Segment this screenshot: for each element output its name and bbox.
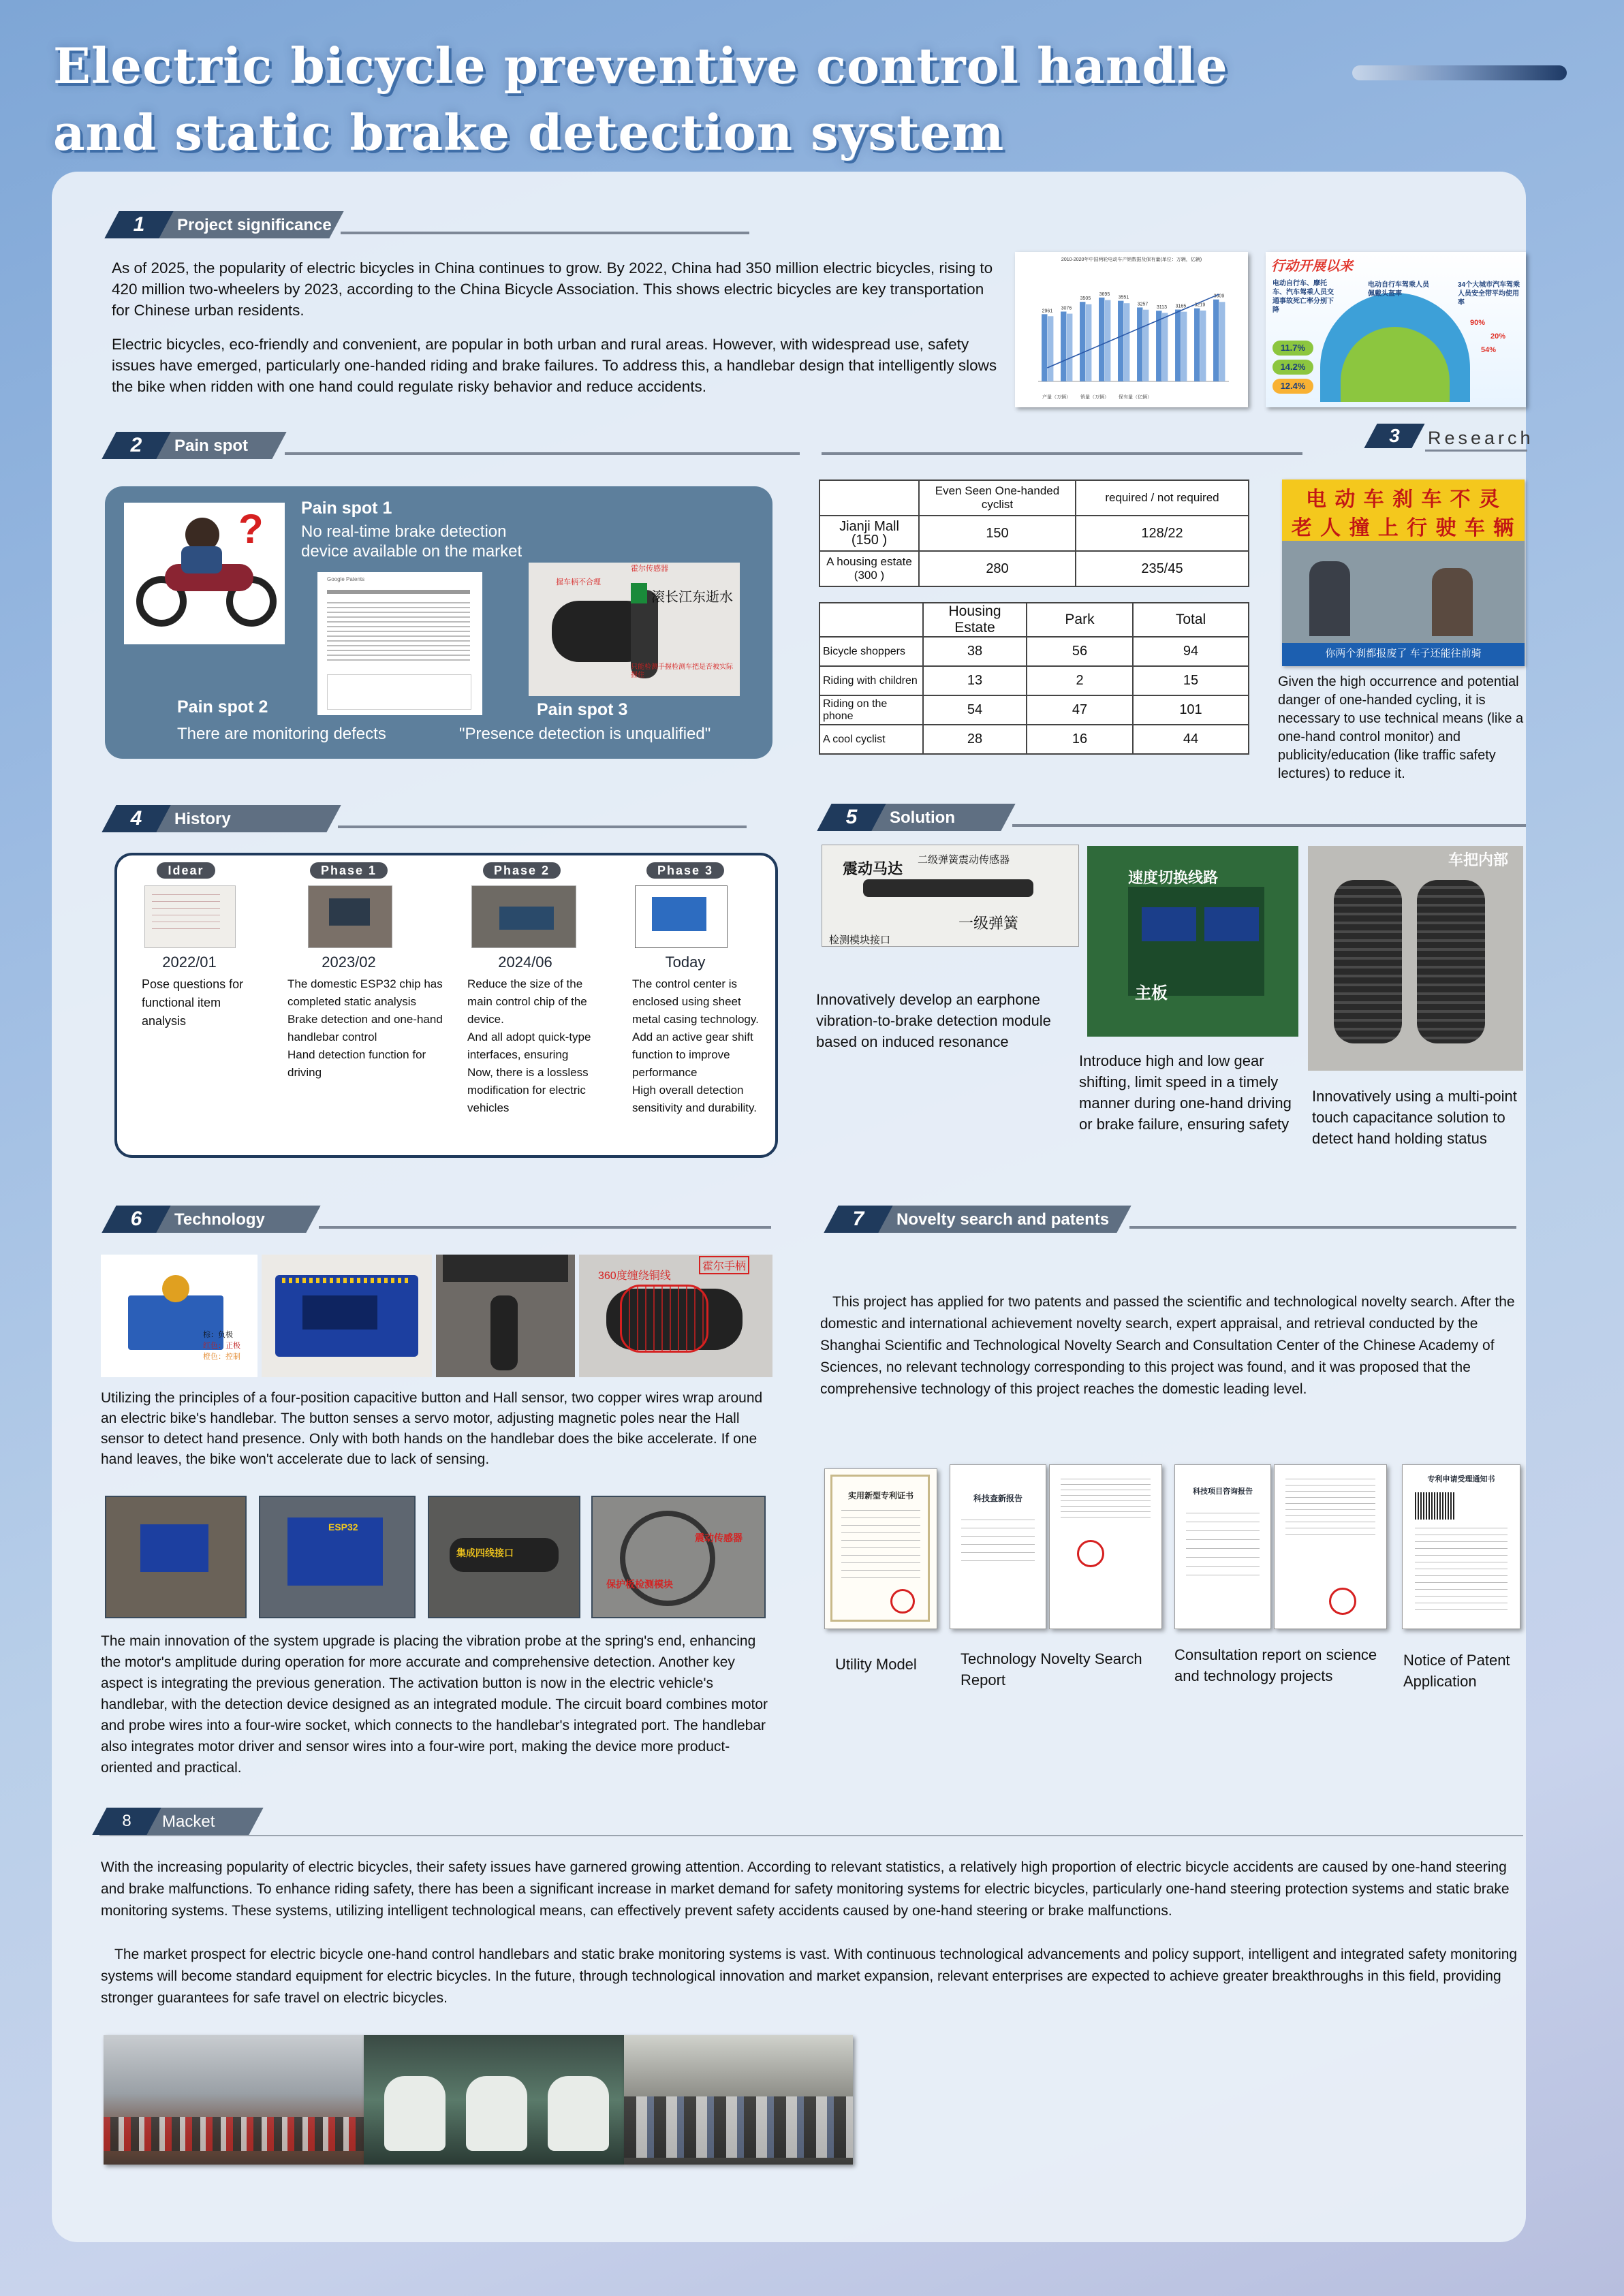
production-bar <box>1175 310 1181 382</box>
history-stage-phase3: Phase 3 Today The control center is enclosed using sheet metal casing technology. Add an active gear shift function to improve performance High overall detection sensitivity and durability. <box>632 864 759 1114</box>
market-photo-scooters <box>364 2035 624 2165</box>
section-header-3: 3 Research <box>822 424 1526 451</box>
history-stage-phase1: Phase 1 2023/02 The domestic ESP32 chip has completed static analysis Brake detection and one-hand handlebar control Hand detection function for driving <box>287 864 443 1079</box>
sales-bar <box>1181 312 1187 381</box>
patent-application-notice: 专利申请受理通知书 <box>1402 1464 1520 1629</box>
research-table-riding-behavior: Housing Estate Park Total Bicycle shoppers 38 56 94 Riding with children 13 2 15 Riding on the phone 54 47 101 A cool cyclist 28 16 44 <box>819 602 1249 755</box>
technology-p1: Utilizing the principles of a four-position capacitive button and Hall sensor, two copper wires wrap around an electric bike's handlebar. The button senses a servo motor, adjusting magnetic poles near the Hall sensor to detect hand presence. Only with both hands on the handlebar does the bike accelerate. If one hand leaves, the bike won't accelerate due to lack of sensing. <box>101 1390 763 1467</box>
sales-bar <box>1086 304 1091 381</box>
bar-value-label: 3113 <box>1156 305 1167 311</box>
doc-caption-utility-model: Utility Model <box>835 1656 917 1673</box>
sales-bar <box>1067 314 1072 381</box>
section-title-5: Solution <box>890 808 955 827</box>
pain-spot-1-text: No real-time brake detection device available on the market <box>301 522 522 561</box>
bar-value-label: 2961 <box>1042 309 1053 314</box>
doc-caption-consultation-report: Consultation report on science and technology projects <box>1174 1646 1377 1684</box>
section-title-3: Research <box>1428 428 1534 448</box>
pain-spot-3-title: Pain spot 3 <box>537 700 628 719</box>
production-bar <box>1061 311 1066 381</box>
consultation-report-page <box>1274 1464 1387 1629</box>
market-photo-traffic <box>104 2035 364 2165</box>
production-bar <box>1080 302 1085 381</box>
prototype-photo-3: 集成四线接口 <box>428 1496 580 1618</box>
copper-wire-grip-photo: 360度缠绕铜线 霍尔手柄 <box>579 1255 772 1377</box>
consultation-report-cover: 科技项目咨询报告 <box>1174 1464 1271 1629</box>
section-header-4: 4 History <box>109 805 634 832</box>
pain-spot-2-title: Pain spot 2 <box>177 697 268 717</box>
section-header-2: 2 Pain spot <box>109 432 790 459</box>
cartoon-rider-image <box>124 503 285 644</box>
bar-value-label: 3609 <box>1213 294 1225 299</box>
bar-value-label: 3257 <box>1137 302 1149 307</box>
title-accent-bar <box>1352 65 1567 80</box>
section-header-8: 8 Macket <box>99 1808 1523 1835</box>
technology-p2: The main innovation of the system upgrade is placing the vibration probe at the spring's end, enhancing the motor's amplitude during operation for more accurate and comprehensive detection. Another key aspect is integrating the previous generation. The activation button is now in the electric vehicle's handlebar, with the detection device designed as an integrated module. The circuit board combines motor and probe wires into a four-wire socket, which connects to the handlebar's integrated port. The handlebar also integrates motor driver and sensor wires into a four-wire port, making the device more product-oriented and practical. <box>101 1633 768 1776</box>
research-table-survey: Even Seen One-handed cyclist required / not required Jianji Mall (150 ) 150 128/22 A housing estate (300 ) 280 235/45 <box>819 479 1249 587</box>
section-header-6: 6 Technology <box>109 1206 708 1233</box>
research-text: Given the high occurrence and potential danger of one-handed cycling, it is necessary to use technical means (like a one-hand control monitor) and publicity/education (like traffic safety lectures) to reduce it. <box>1278 674 1524 781</box>
bar-value-label: 3076 <box>1061 306 1072 311</box>
patent-document-image: Google Patents <box>317 572 482 715</box>
solution-caption-1: Innovatively develop an earphone vibration-to-brake detection module based on induced resonance <box>816 991 1051 1050</box>
doc-caption-novelty-report: Technology Novelty Search Report <box>961 1650 1142 1688</box>
market-photo-parking <box>624 2035 853 2165</box>
market-p2: The market prospect for electric bicycle one-hand control handlebars and static brake monitoring systems is vast. With continuous technological advancements and policy support, intelligent and integrated safety monitoring systems will become standard equipment for electric bicycles. In the future, through technological innovation and market expansion, relevant enterprises are expected to achieve greater breakthroughs in this field, providing stronger guarantees for safe travel on electric bicycles. <box>101 1947 1518 2006</box>
history-stage-idea: Idear 2022/01 Pose questions for functional item analysis <box>142 864 244 1028</box>
section-title-6: Technology <box>174 1210 265 1229</box>
solution-caption-2: Introduce high and low gear shifting, limit speed in a timely manner during one-hand driving or brake failure, ensuring safety <box>1079 1052 1292 1133</box>
novelty-text: This project has applied for two patents and passed the scientific and technological novelty search. After the domestic and international achievement novelty search, expert appraisal, and retrieval conducted by the Shanghai Scientific and Technological Novelty Search and Consultation Center of the Chinese Academy of Sciences, no relevant technology corresponding to this project was found, and it was proposed that the comprehensive technology of this project reaches the domestic leading level. <box>820 1294 1515 1397</box>
esp32-board-photo <box>262 1255 432 1377</box>
significance-p1: As of 2025, the popularity of electric bicycles in China continues to grow. By 2022, China had 350 million electric bicycles, rising to 420 million two-wheelers by 2023, according to the China Bicycle Association. This shows electric bicycles are key transportation for Chinese urban residents. <box>112 260 993 319</box>
pain-spot-3-text: "Presence detection is unqualified" <box>459 725 711 743</box>
bar-value-label: 3695 <box>1099 292 1110 297</box>
section-title-2: Pain spot <box>174 437 249 455</box>
section-header-5: 5 Solution <box>824 804 1526 831</box>
novelty-report-cover: 科技查新报告 <box>950 1464 1046 1629</box>
question-mark-icon: ? <box>238 506 264 552</box>
significance-p2: Electric bicycles, eco-friendly and convenient, are popular in both urban and rural areas. However, with widespread use, safety issues have emerged, particularly one-handed riding and brake failures. To address this, a handlebar design that intelligently slows the bike when ridden with one hand could regulate risky behavior and reduce accidents. <box>112 336 997 395</box>
poster-title: Electric bicycle preventive control handle and static brake detection system <box>53 37 1228 161</box>
bar-value-label: 3551 <box>1118 295 1129 300</box>
section-title-1: Project significance <box>177 216 332 234</box>
prototype-photo-4: 保护板检测模块 震动传感器 <box>591 1496 766 1618</box>
sales-bar <box>1143 310 1149 381</box>
production-bar <box>1042 314 1047 381</box>
news-photo: 电 动 车 刹 车 不 灵 老 人 撞 上 行 驶 车 辆 你两个刹都报废了 车子还能往前骑 <box>1282 479 1525 666</box>
solution-caption-3: Innovatively using a multi-point touch capacitance solution to detect hand holding status <box>1312 1088 1517 1147</box>
production-bar <box>1099 298 1104 381</box>
doc-caption-patent-notice: Notice of Patent Application <box>1403 1652 1510 1690</box>
production-bar <box>1118 301 1123 381</box>
prototype-photo-2: ESP32 <box>259 1496 416 1618</box>
section-title-4: History <box>174 810 231 828</box>
utility-model-certificate: 实用新型专利证书 <box>824 1468 937 1629</box>
market-p1: With the increasing popularity of electric bicycles, their safety issues have garnered growing attention. According to relevant statistics, a relatively high proportion of electric bicycle accidents are caused by one-hand steering and brake malfunctions. To enhance riding safety, there has been a significant increase in market demand for safety monitoring systems for electric bicycles, particularly one-hand steering protection systems and static brake monitoring systems. These systems, utilizing intelligent technological means, can effectively prevent safety accidents caused by one-hand steering or brake malfunctions. <box>101 1859 1510 1919</box>
bar-value-label: 3165 <box>1175 304 1187 309</box>
production-chart-image: 2010-2020年中国两轮电动车产销数据及保有量(单位：万辆，亿辆) 2961 3076 3505 3695 3551 3257 3113 3165 3219 3609 产量（万辆） 销量（万辆） 保有量（亿辆） <box>1015 252 1248 407</box>
section-header-7: 7 Novelty search and patents <box>831 1206 1526 1233</box>
gear-shift-board-photo: 速度切换线路 主板 <box>1087 846 1298 1037</box>
production-bar <box>1194 309 1200 381</box>
pain-spot-2-text: There are monitoring defects <box>177 725 386 743</box>
prototype-photo-1 <box>105 1496 247 1618</box>
history-stage-phase2: Phase 2 2024/06 Reduce the size of the main control chip of the device. And all adopt quick-type interfaces, ensuring Now, there is a lossless modification for electric vehicles <box>467 864 591 1114</box>
handlebar-wiring-photo <box>436 1255 575 1377</box>
sales-bar <box>1162 313 1168 381</box>
pain-spot-1-title: Pain spot 1 <box>301 499 392 518</box>
production-bar <box>1213 300 1219 381</box>
safety-infographic: 行动开展以来 电动自行车、摩托车、汽车驾乘人员交通事故死亡率分别下降 电动自行车驾乘人员佩戴头盔率 34个大城市汽车驾乘人员安全带平均使用率 11.7% 14.2% 12.4% 90% 20% 54% <box>1266 252 1526 407</box>
sales-bar <box>1124 303 1129 381</box>
vibration-module-photo: 震动马达 二级弹簧震动传感器 一级弹簧 检测模块接口 <box>822 845 1079 947</box>
production-bar <box>1137 307 1142 381</box>
bar-value-label: 3505 <box>1080 296 1091 302</box>
handlebar-sensor-photo: 霍尔传感器 握车柄不合理 只能检测手握检测车把是否被实际握住 滚长江东逝水 <box>529 563 740 696</box>
sales-bar <box>1200 311 1206 381</box>
section-title-7: Novelty search and patents <box>896 1210 1110 1229</box>
sales-bar <box>1219 302 1225 381</box>
novelty-report-page <box>1049 1464 1162 1629</box>
section-header-1: 1 Project significance <box>112 211 636 238</box>
section-title-8: Macket <box>162 1812 215 1831</box>
servo-motor-photo: 棕：负极 红色：正极 橙色：控制 <box>101 1255 257 1377</box>
handlebar-interior-photo: 车把内部 <box>1308 846 1523 1071</box>
ownership-line <box>1047 294 1219 368</box>
bar-value-label: 3219 <box>1194 302 1206 308</box>
sales-bar <box>1048 316 1053 381</box>
